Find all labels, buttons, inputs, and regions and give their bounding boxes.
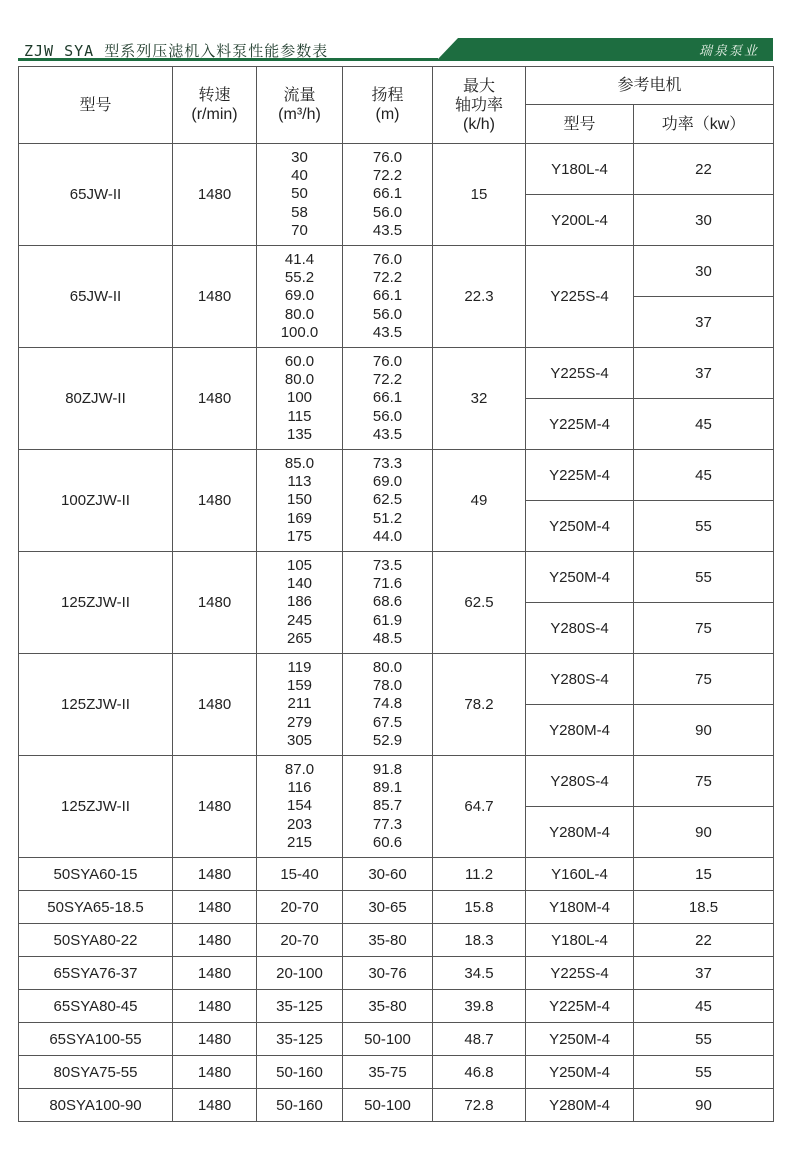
motor-power-cell: 90 [634,1089,774,1122]
shaft-cell: 15.8 [433,891,526,924]
motor-power-cell: 75 [634,603,774,654]
header-head: 扬程 (m) [343,67,433,144]
motor-model-cell: Y280S-4 [526,756,634,807]
head-cell [343,756,433,858]
head-cell-value: 69.0 [372,473,403,491]
head-cell-value: 76.0 [372,251,403,269]
head-cell [343,654,433,756]
flow-cell-value: 135 [286,425,313,443]
flow-cell [257,246,343,348]
flow-cell-value: 105 [286,557,313,575]
shaft-cell: 46.8 [433,1056,526,1089]
flow-cell: 15-40 [257,858,343,891]
flow-cell-value: 115 [287,407,312,425]
model-cell: 50SYA80-22 [19,924,173,957]
shaft-power-cell: 22.3 [433,246,526,348]
speed-cell: 1480 [173,144,257,246]
motor-model-cell: Y180L-4 [526,144,634,195]
table-row [19,756,774,807]
head-cell-value: 71.6 [372,575,403,593]
motor-power-cell: 37 [634,348,774,399]
flow-cell-value: 119 [287,659,312,677]
motor-power-cell: 22 [634,144,774,195]
motor-power-cell: 30 [634,246,774,297]
flow-cell: 20-100 [257,957,343,990]
flow-cell-value: 100.0 [280,323,319,341]
head-cell-value: 74.8 [372,695,403,713]
performance-table [18,66,774,1122]
flow-cell-value: 279 [286,713,313,731]
model-cell: 80SYA100-90 [19,1089,173,1122]
head-cell: 35-80 [343,990,433,1023]
speed-cell: 1480 [173,756,257,858]
shaft-cell: 72.8 [433,1089,526,1122]
header-motor-power: 功率（kw） [634,105,774,144]
brand-mark: 瑞泉泵业 [698,44,759,59]
table-row [19,348,774,399]
flow-cell-value: 211 [287,695,312,713]
flow-cell [257,552,343,654]
head-cell-value: 61.9 [372,611,403,629]
motor-power-cell: 37 [634,297,774,348]
head-cell [343,552,433,654]
head-cell-value: 48.5 [372,629,403,647]
flow-cell-value: 55.2 [284,269,315,287]
header-speed: 转速 (r/min) [173,67,257,144]
motor-power-cell: 15 [634,858,774,891]
speed-cell: 1480 [173,1089,257,1122]
head-cell-value: 72.2 [372,371,403,389]
motor-model-cell: Y225S-4 [526,348,634,399]
flow-cell-value: 175 [286,527,313,545]
motor-model-cell: Y250M-4 [526,552,634,603]
motor-model-cell: Y225M-4 [526,450,634,501]
head-cell-value: 76.0 [372,353,403,371]
flow-cell-value: 69.0 [284,287,315,305]
flow-cell-value: 169 [286,509,313,527]
head-cell-value: 60.6 [372,833,403,851]
head-cell-value: 67.5 [372,713,403,731]
flow-cell-value: 85.0 [284,455,315,473]
motor-model-cell: Y250M-4 [526,1023,634,1056]
shaft-power-cell: 49 [433,450,526,552]
flow-cell-value: 159 [286,677,313,695]
model-cell: 50SYA60-15 [19,858,173,891]
motor-power-cell: 55 [634,1023,774,1056]
flow-cell [257,348,343,450]
motor-power-cell: 22 [634,924,774,957]
flow-cell-value: 113 [287,473,312,491]
motor-power-cell: 45 [634,399,774,450]
speed-cell: 1480 [173,552,257,654]
flow-cell-value: 140 [286,575,313,593]
shaft-cell: 39.8 [433,990,526,1023]
flow-cell-value: 60.0 [284,353,315,371]
head-cell-value: 85.7 [372,797,403,815]
speed-cell: 1480 [173,924,257,957]
shaft-power-cell: 32 [433,348,526,450]
table-row [19,990,774,1023]
table-row [19,891,774,924]
motor-power-cell: 55 [634,501,774,552]
table-row [19,144,774,195]
head-cell: 50-100 [343,1089,433,1122]
flow-cell [257,654,343,756]
head-cell-value: 78.0 [372,677,403,695]
flow-cell-value: 265 [286,629,313,647]
flow-cell-value: 116 [287,779,312,797]
motor-power-cell: 45 [634,990,774,1023]
head-cell-value: 52.9 [372,731,403,749]
head-cell [343,246,433,348]
header-shaft-power: 最大 轴功率 (k/h) [433,67,526,144]
speed-cell: 1480 [173,246,257,348]
flow-cell-value: 41.4 [284,251,315,269]
motor-model-cell: Y280S-4 [526,654,634,705]
head-cell-value: 76.0 [372,149,403,167]
head-cell-value: 73.5 [372,557,403,575]
flow-cell-value: 186 [286,593,313,611]
model-cell: 100ZJW-II [19,450,173,552]
shaft-power-cell: 62.5 [433,552,526,654]
motor-power-cell: 90 [634,705,774,756]
flow-cell-value: 50 [291,185,308,203]
motor-power-cell: 37 [634,957,774,990]
head-cell-value: 62.5 [372,491,403,509]
motor-model-cell: Y280M-4 [526,807,634,858]
head-cell-value: 72.2 [372,269,403,287]
head-cell [343,348,433,450]
table-row [19,552,774,603]
motor-model-cell: Y280M-4 [526,705,634,756]
shaft-power-cell: 15 [433,144,526,246]
flow-cell-value: 150 [286,491,313,509]
header-flow: 流量 (m³/h) [257,67,343,144]
motor-model-cell: Y280M-4 [526,1089,634,1122]
head-cell-value: 89.1 [372,779,403,797]
motor-model-cell: Y225M-4 [526,399,634,450]
speed-cell: 1480 [173,348,257,450]
head-cell: 30-76 [343,957,433,990]
flow-cell-value: 30 [291,149,308,167]
model-cell: 80ZJW-II [19,348,173,450]
motor-model-cell: Y160L-4 [526,858,634,891]
shaft-power-cell: 78.2 [433,654,526,756]
flow-cell-value: 70 [291,221,308,239]
motor-model-cell: Y250M-4 [526,1056,634,1089]
model-cell: 65JW-II [19,246,173,348]
motor-model-cell: Y225S-4 [526,246,634,348]
flow-cell [257,450,343,552]
shaft-cell: 34.5 [433,957,526,990]
head-cell-value: 44.0 [372,527,403,545]
head-cell-value: 91.8 [372,761,403,779]
motor-model-cell: Y200L-4 [526,195,634,246]
head-cell-value: 66.1 [372,287,403,305]
model-cell: 80SYA75-55 [19,1056,173,1089]
head-cell-value: 66.1 [372,389,403,407]
speed-cell: 1480 [173,957,257,990]
model-cell: 65SYA76-37 [19,957,173,990]
head-cell-value: 43.5 [372,221,403,239]
flow-cell-value: 154 [286,797,313,815]
head-cell-value: 73.3 [372,455,403,473]
speed-cell: 1480 [173,858,257,891]
flow-cell-value: 100 [286,389,313,407]
model-cell: 50SYA65-18.5 [19,891,173,924]
model-cell: 65SYA80-45 [19,990,173,1023]
flow-cell [257,144,343,246]
shaft-cell: 48.7 [433,1023,526,1056]
flow-cell-value: 245 [286,611,313,629]
flow-cell-value: 80.0 [284,305,315,323]
header-motor-group: 参考电机 [526,67,774,105]
head-cell-value: 56.0 [372,305,403,323]
head-cell: 30-60 [343,858,433,891]
model-cell: 65SYA100-55 [19,1023,173,1056]
model-cell: 125ZJW-II [19,756,173,858]
flow-cell: 50-160 [257,1089,343,1122]
table-row [19,1089,774,1122]
speed-cell: 1480 [173,891,257,924]
motor-model-cell: Y225M-4 [526,990,634,1023]
head-cell: 30-65 [343,891,433,924]
motor-power-cell: 75 [634,756,774,807]
model-cell: 125ZJW-II [19,654,173,756]
flow-cell: 50-160 [257,1056,343,1089]
speed-cell: 1480 [173,654,257,756]
head-cell-value: 56.0 [372,407,403,425]
title-bar [18,38,773,62]
flow-cell-value: 80.0 [284,371,315,389]
table-row [19,450,774,501]
shaft-cell: 11.2 [433,858,526,891]
motor-power-cell: 75 [634,654,774,705]
motor-model-cell: Y250M-4 [526,501,634,552]
flow-cell-value: 40 [291,167,308,185]
flow-cell: 20-70 [257,924,343,957]
head-cell-value: 51.2 [372,509,403,527]
motor-power-cell: 55 [634,552,774,603]
motor-power-cell: 30 [634,195,774,246]
head-cell-value: 56.0 [372,203,403,221]
table-row [19,1023,774,1056]
flow-cell-value: 215 [286,833,313,851]
head-cell-value: 43.5 [372,323,403,341]
head-cell-value: 68.6 [372,593,403,611]
model-cell: 65JW-II [19,144,173,246]
table-row [19,858,774,891]
head-cell: 35-75 [343,1056,433,1089]
table-row [19,1056,774,1089]
flow-cell-value: 203 [286,815,313,833]
flow-cell [257,756,343,858]
head-cell-value: 80.0 [372,659,403,677]
shaft-power-cell: 64.7 [433,756,526,858]
speed-cell: 1480 [173,450,257,552]
table-row [19,957,774,990]
motor-model-cell: Y280S-4 [526,603,634,654]
motor-power-cell: 55 [634,1056,774,1089]
head-cell-value: 77.3 [372,815,403,833]
speed-cell: 1480 [173,990,257,1023]
head-cell: 50-100 [343,1023,433,1056]
table-body [19,144,774,1122]
model-cell: 125ZJW-II [19,552,173,654]
flow-cell: 35-125 [257,990,343,1023]
head-cell [343,144,433,246]
head-cell-value: 43.5 [372,425,403,443]
flow-cell-value: 305 [286,731,313,749]
flow-cell-value: 58 [291,203,308,221]
page-title: ZJW SYA 型系列压滤机入料泵性能参数表 [24,42,329,60]
head-cell-value: 72.2 [372,167,403,185]
motor-model-cell: Y225S-4 [526,957,634,990]
shaft-cell: 18.3 [433,924,526,957]
head-cell [343,450,433,552]
flow-cell: 35-125 [257,1023,343,1056]
head-cell-value: 66.1 [372,185,403,203]
motor-model-cell: Y180L-4 [526,924,634,957]
motor-power-cell: 18.5 [634,891,774,924]
header-model: 型号 [19,67,173,144]
table-row [19,924,774,957]
motor-power-cell: 90 [634,807,774,858]
flow-cell: 20-70 [257,891,343,924]
speed-cell: 1480 [173,1056,257,1089]
motor-model-cell: Y180M-4 [526,891,634,924]
flow-cell-value: 87.0 [284,761,315,779]
header-motor-model: 型号 [526,105,634,144]
table-row [19,246,774,297]
head-cell: 35-80 [343,924,433,957]
speed-cell: 1480 [173,1023,257,1056]
table-row [19,654,774,705]
motor-power-cell: 45 [634,450,774,501]
